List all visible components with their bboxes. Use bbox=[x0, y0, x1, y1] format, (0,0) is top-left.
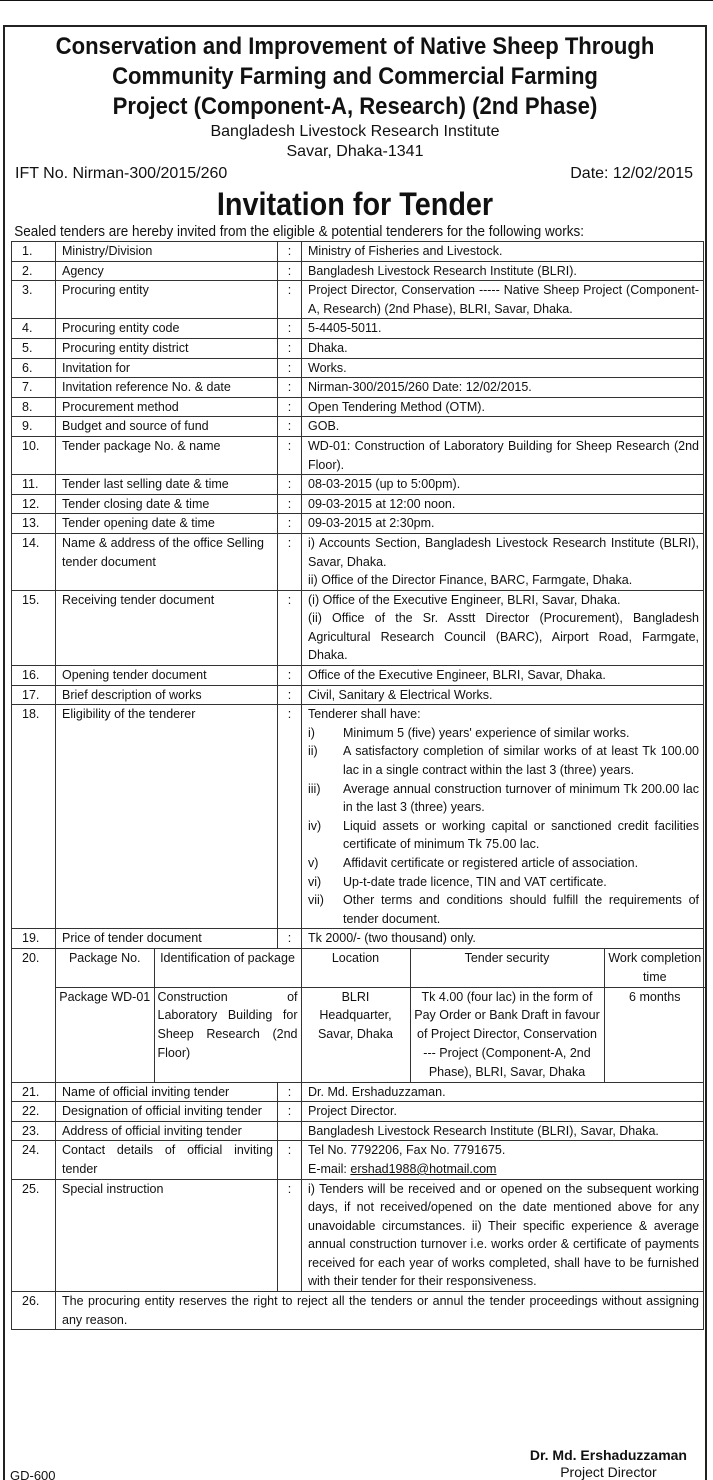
row-value: Bangladesh Livestock Research Institute (BLRI). bbox=[302, 261, 704, 281]
row-colon: : bbox=[278, 685, 302, 705]
row-number: 18. bbox=[12, 705, 56, 929]
package-header-cell: Tender security bbox=[410, 949, 604, 987]
table-row bbox=[12, 666, 704, 686]
row-number: 11. bbox=[12, 475, 56, 495]
table-row bbox=[12, 338, 704, 358]
table-row bbox=[12, 417, 704, 437]
row-label: Brief description of works bbox=[56, 685, 278, 705]
table-row bbox=[12, 948, 704, 1082]
tender-rows-group bbox=[12, 242, 704, 705]
row-colon: : bbox=[278, 1082, 302, 1102]
package-header-row bbox=[56, 949, 705, 987]
table-row bbox=[12, 475, 704, 495]
tender-details-table bbox=[11, 241, 704, 1330]
row-number: 4. bbox=[12, 319, 56, 339]
eligibility-item bbox=[308, 742, 699, 779]
row-number: 17. bbox=[12, 685, 56, 705]
package-cell: Package WD-01 bbox=[56, 987, 154, 1081]
notice-date: Date: 12/02/2015 bbox=[570, 165, 693, 182]
row-label: Tender last selling date & time bbox=[56, 475, 278, 495]
contact-email-line bbox=[308, 1160, 699, 1179]
item-numeral: iii) bbox=[308, 781, 321, 796]
row-label: Tender closing date & time bbox=[56, 494, 278, 514]
item-text: Affidavit certificate or registered article of association. bbox=[343, 856, 639, 870]
row-number: 5. bbox=[12, 338, 56, 358]
email-label: E-mail: bbox=[308, 1161, 351, 1176]
row-number: 12. bbox=[12, 494, 56, 514]
row-colon: : bbox=[278, 261, 302, 281]
package-header-cell: Work completion time bbox=[604, 949, 705, 987]
item-numeral: vi) bbox=[308, 874, 322, 889]
row-number: 22. bbox=[12, 1102, 56, 1122]
row-label: Procuring entity bbox=[56, 281, 278, 319]
row-number: 13. bbox=[12, 514, 56, 534]
package-header-cell: Location bbox=[301, 949, 410, 987]
signatory-name: Dr. Md. Ershaduzzaman bbox=[529, 1447, 687, 1463]
row-number: 2. bbox=[12, 261, 56, 281]
item-text: A satisfactory completion of similar works of at least Tk 100.00 lac in a single contract within the last 3 (three) years. bbox=[343, 744, 699, 778]
row-value: Office of the Executive Engineer, BLRI, Savar, Dhaka. bbox=[302, 666, 704, 686]
row-label: Eligibility of the tenderer bbox=[56, 705, 278, 929]
item-numeral: v) bbox=[308, 856, 319, 870]
row-colon: : bbox=[278, 378, 302, 398]
row-number: 3. bbox=[12, 281, 56, 319]
row-value: 08-03-2015 (up to 5:00pm). bbox=[302, 475, 704, 495]
table-row bbox=[12, 1141, 704, 1179]
row-label: Special instruction bbox=[56, 1179, 278, 1292]
row-colon: : bbox=[278, 494, 302, 514]
package-header-cell: Package No. bbox=[56, 949, 154, 987]
row-colon: : bbox=[278, 590, 302, 665]
row-value: 09-03-2015 at 12:00 noon. bbox=[302, 494, 704, 514]
row-colon: : bbox=[278, 705, 302, 929]
row-value-line: ii) Office of the Director Finance, BARC, Farmgate, Dhaka. bbox=[308, 573, 633, 588]
row-number: 6. bbox=[12, 358, 56, 378]
row-label: Invitation for bbox=[56, 358, 278, 378]
row-colon: : bbox=[278, 1179, 302, 1292]
row-number: 1. bbox=[12, 242, 56, 262]
row-number: 20. bbox=[12, 948, 56, 1082]
row-number: 8. bbox=[12, 397, 56, 417]
row-number: 19. bbox=[12, 929, 56, 949]
row-label: Name of official inviting tender bbox=[56, 1082, 278, 1102]
row-number: 16. bbox=[12, 666, 56, 686]
row-colon: : bbox=[278, 281, 302, 319]
row-label: Invitation reference No. & date bbox=[56, 378, 278, 398]
eligibility-group bbox=[12, 705, 704, 1082]
package-cell: BLRI Headquarter, Savar, Dhaka bbox=[301, 987, 410, 1081]
notice-heading: Invitation for Tender bbox=[216, 186, 494, 222]
row-colon: : bbox=[278, 319, 302, 339]
eligibility-item bbox=[308, 780, 699, 817]
eligibility-item bbox=[308, 891, 699, 928]
row-colon: : bbox=[278, 666, 302, 686]
table-row bbox=[12, 533, 704, 590]
row-value: Dr. Md. Ershaduzzaman. bbox=[302, 1082, 704, 1102]
eligibility-item bbox=[308, 817, 699, 854]
table-row bbox=[12, 705, 704, 929]
row-colon: : bbox=[278, 514, 302, 534]
project-title-line: Community Farming and Commercial Farming bbox=[112, 63, 598, 90]
eligibility-item bbox=[308, 854, 699, 873]
email-link[interactable]: ershad1988@hotmail.com bbox=[350, 1161, 497, 1176]
ift-number: IFT No. Nirman-300/2015/260 bbox=[15, 165, 228, 182]
table-row bbox=[12, 1179, 704, 1292]
table-row bbox=[12, 319, 704, 339]
row-label: Designation of official inviting tender bbox=[56, 1102, 278, 1122]
table-row bbox=[12, 378, 704, 398]
row-value: Open Tendering Method (OTM). bbox=[302, 397, 704, 417]
row-number: 24. bbox=[12, 1141, 56, 1179]
row-colon: : bbox=[278, 1141, 302, 1179]
eligibility-intro: Tenderer shall have: bbox=[308, 707, 421, 722]
row-colon: : bbox=[278, 436, 302, 474]
item-text: Liquid assets or working capital or sanctioned credit facilities certificate of minimum Tk 75.00 lac. bbox=[343, 818, 699, 852]
table-row bbox=[12, 358, 704, 378]
package-table bbox=[56, 949, 705, 1082]
row-number: 10. bbox=[12, 436, 56, 474]
row-number: 23. bbox=[12, 1121, 56, 1141]
row-label: Contact details of official inviting tender bbox=[56, 1141, 278, 1179]
signatory-designation: Project Director bbox=[560, 1464, 657, 1480]
table-row bbox=[12, 281, 704, 319]
row-value-line: (i) Office of the Executive Engineer, BLRI, Savar, Dhaka. bbox=[308, 592, 621, 607]
table-row bbox=[12, 397, 704, 417]
table-row bbox=[12, 1082, 704, 1102]
page-top-rule bbox=[0, 0, 713, 1]
item-numeral: ii) bbox=[308, 744, 318, 759]
package-table-cell bbox=[56, 948, 704, 1082]
row-value: Works. bbox=[302, 358, 704, 378]
row-label: Procuring entity district bbox=[56, 338, 278, 358]
table-row bbox=[12, 929, 704, 949]
closing-rows-group bbox=[12, 1121, 704, 1330]
item-numeral: i) bbox=[308, 725, 315, 740]
tender-rows-group bbox=[12, 1082, 704, 1121]
table-row bbox=[12, 514, 704, 534]
row-label: Tender package No. & name bbox=[56, 436, 278, 474]
row-colon: : bbox=[278, 475, 302, 495]
row-value: i) Tenders will be received and or opened on the subsequent working days, if not received/opened on the date mentioned above for any unavoidable circumstances. ii) Their specific experience & average annual construction turnover i.e. works order & certificate of payments received for each year of works completed, shall have to be furnished with their tender for their responsiveness. bbox=[302, 1179, 704, 1292]
row-value: Civil, Sanitary & Electrical Works. bbox=[302, 685, 704, 705]
row-colon: : bbox=[278, 397, 302, 417]
institute-name: Bangladesh Livestock Research Institute bbox=[210, 123, 500, 140]
intro-text: Sealed tenders are hereby invited from the eligible & potential tenderers for the following works: bbox=[14, 224, 584, 240]
row-colon: : bbox=[278, 338, 302, 358]
table-row bbox=[12, 261, 704, 281]
contact-value bbox=[302, 1141, 704, 1179]
eligibility-value bbox=[302, 705, 704, 929]
row-number: 25. bbox=[12, 1179, 56, 1292]
eligibility-item bbox=[308, 873, 699, 892]
table-row bbox=[12, 242, 704, 262]
row-label: Price of tender document bbox=[56, 929, 278, 949]
row-label: Name & address of the office Selling tender document bbox=[56, 533, 278, 590]
notice-frame bbox=[3, 25, 707, 1480]
item-numeral: iv) bbox=[308, 818, 322, 833]
row-label: Address of official inviting tender bbox=[56, 1121, 278, 1141]
row-number: 14. bbox=[12, 533, 56, 590]
row-label: Opening tender document bbox=[56, 666, 278, 686]
row-colon bbox=[278, 1121, 302, 1141]
table-row bbox=[12, 685, 704, 705]
row-label: Procuring entity code bbox=[56, 319, 278, 339]
row-colon: : bbox=[278, 242, 302, 262]
row-label: Agency bbox=[56, 261, 278, 281]
row-number: 15. bbox=[12, 590, 56, 665]
footer-code: GD-600 bbox=[10, 1468, 56, 1480]
item-text: Other terms and conditions should fulfill the requirements of tender document. bbox=[343, 893, 699, 926]
eligibility-list bbox=[308, 724, 699, 929]
row-colon: : bbox=[278, 1102, 302, 1122]
row-label: Tender opening date & time bbox=[56, 514, 278, 534]
package-cell: 6 months bbox=[604, 987, 705, 1081]
row-number: 21. bbox=[12, 1082, 56, 1102]
table-row bbox=[12, 590, 704, 665]
package-data-row bbox=[56, 987, 705, 1081]
item-text: Minimum 5 (five) years' experience of similar works. bbox=[343, 725, 630, 740]
row-value: Bangladesh Livestock Research Institute (BLRI), Savar, Dhaka. bbox=[302, 1121, 704, 1141]
package-cell: Tk 4.00 (four lac) in the form of Pay Order or Bank Draft in favour of Project Director, Conservation --- Project (Component-A, 2nd Phase), BLRI, Savar, Dhaka bbox=[410, 987, 604, 1081]
table-row bbox=[12, 1102, 704, 1122]
row-colon: : bbox=[278, 533, 302, 590]
notice-header bbox=[5, 32, 705, 162]
row-value: 5-4405-5011. bbox=[302, 319, 704, 339]
row-value-line: i) Accounts Section, Bangladesh Livestock Research Institute (BLRI), Savar, Dhaka. bbox=[308, 535, 699, 569]
row-label: Budget and source of fund bbox=[56, 417, 278, 437]
row-label: Receiving tender document bbox=[56, 590, 278, 665]
row-value: Nirman-300/2015/260 Date: 12/02/2015. bbox=[302, 378, 704, 398]
row-value: Tk 2000/- (two thousand) only. bbox=[302, 929, 704, 949]
row-colon: : bbox=[278, 417, 302, 437]
project-title-line: Project (Component-A, Research) (2nd Phase) bbox=[112, 93, 598, 120]
row-colon: : bbox=[278, 358, 302, 378]
row-value bbox=[302, 533, 704, 590]
package-header-cell: Identification of package bbox=[154, 949, 301, 987]
row-value: WD-01: Construction of Laboratory Building for Sheep Research (2nd Floor). bbox=[302, 436, 704, 474]
row-value: Dhaka. bbox=[302, 338, 704, 358]
row-value: Project Director. bbox=[302, 1102, 704, 1122]
signature-block bbox=[530, 1446, 687, 1480]
row-value-line: (ii) Office of the Sr. Asstt Director (Procurement), Bangladesh Agricultural Research Council (BARC), Airport Road, Farmgate, Dhaka. bbox=[308, 611, 699, 663]
eligibility-item bbox=[308, 724, 699, 743]
item-numeral: vii) bbox=[308, 893, 324, 908]
contact-phone: Tel No. 7792206, Fax No. 7791675. bbox=[308, 1143, 506, 1158]
institute-address: Savar, Dhaka-1341 bbox=[286, 143, 424, 160]
item-text: Up-t-date trade licence, TIN and VAT certificate. bbox=[343, 874, 607, 889]
row-value: Project Director, Conservation ----- Native Sheep Project (Component-A, Research) (2nd Phase), BLRI, Savar, Dhaka. bbox=[302, 281, 704, 319]
row-number: 7. bbox=[12, 378, 56, 398]
row-number: 9. bbox=[12, 417, 56, 437]
table-row bbox=[12, 494, 704, 514]
table-row bbox=[12, 436, 704, 474]
row-value: 09-03-2015 at 2:30pm. bbox=[302, 514, 704, 534]
row-value: The procuring entity reserves the right to reject all the tenders or annul the tender proceedings without assigning any reason. bbox=[56, 1292, 704, 1330]
row-colon: : bbox=[278, 929, 302, 949]
item-text: Average annual construction turnover of minimum Tk 200.00 lac in the last 3 (three) years. bbox=[343, 781, 699, 815]
table-row bbox=[12, 1121, 704, 1141]
project-title-line: Conservation and Improvement of Native Sheep Through bbox=[55, 33, 655, 60]
row-label: Ministry/Division bbox=[56, 242, 278, 262]
reference-row bbox=[5, 164, 705, 184]
package-cell: Construction of Laboratory Building for Sheep Research (2nd Floor) bbox=[154, 987, 301, 1081]
table-row bbox=[12, 1292, 704, 1330]
row-value bbox=[302, 590, 704, 665]
row-number: 26. bbox=[12, 1292, 56, 1330]
project-title bbox=[33, 32, 677, 122]
row-label: Procurement method bbox=[56, 397, 278, 417]
row-value: Ministry of Fisheries and Livestock. bbox=[302, 242, 704, 262]
row-value: GOB. bbox=[302, 417, 704, 437]
